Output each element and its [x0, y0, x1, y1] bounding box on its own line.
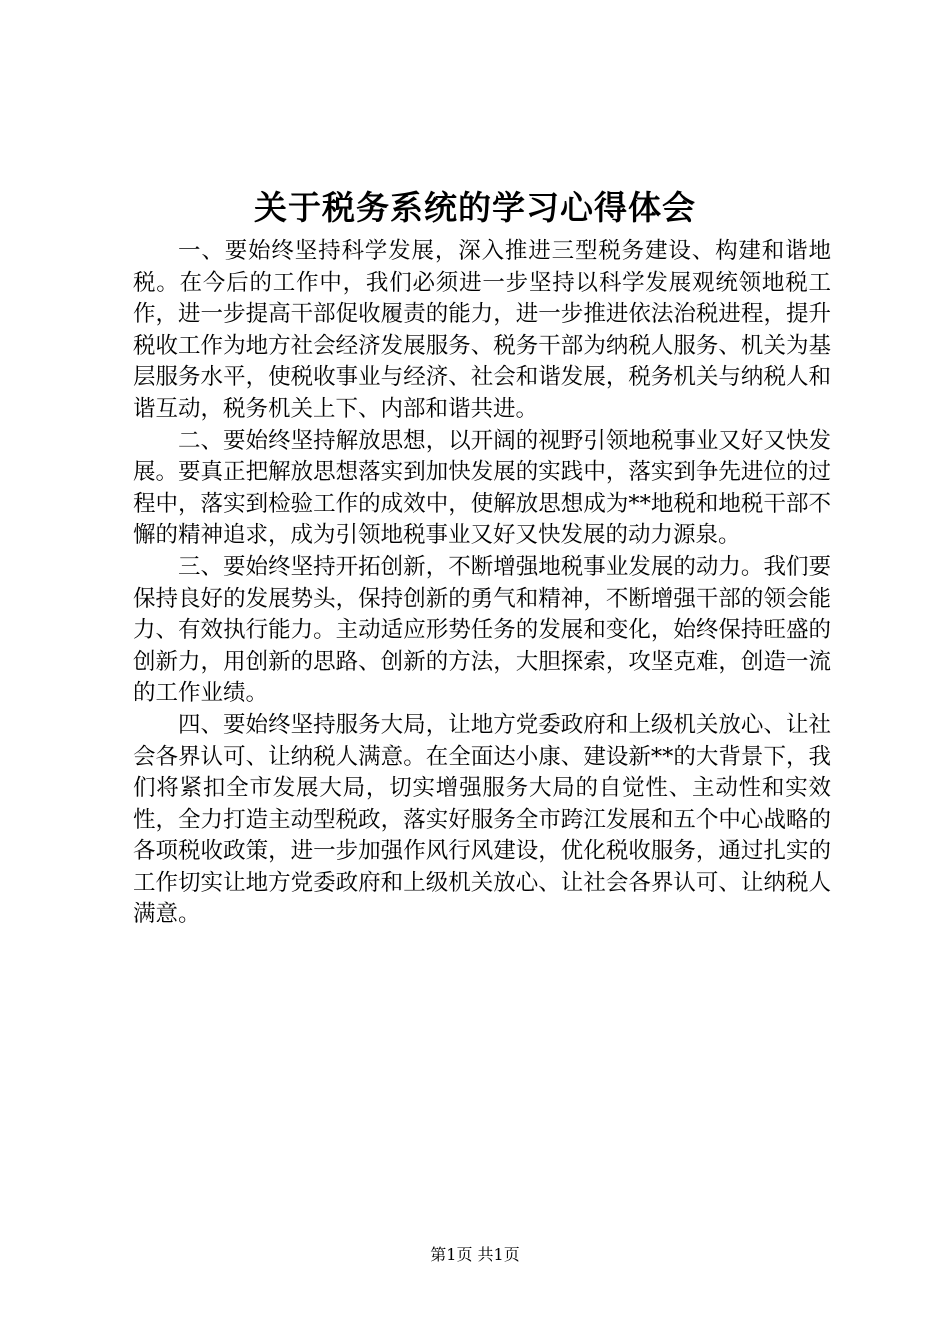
paragraph-3: 三、要始终坚持开拓创新，不断增强地税事业发展的动力。我们要保持良好的发展势头，保持创新的勇气和精神，不断增强干部的领会能力、有效执行能力。主动适应形势任务的发展和变化，始终保持旺盛的创新力，用创新的思路、创新的方法，大胆探索，攻坚克难，创造一流的工作业绩。 [133, 553, 831, 707]
document-body [133, 236, 831, 931]
paragraph-2: 二、要始终坚持解放思想，以开阔的视野引领地税事业又好又快发展。要真正把解放思想落实到加快发展的实践中，落实到争先进位的过程中，落实到检验工作的成效中，使解放思想成为**地税和地税干部不懈的精神追求，成为引领地税事业又好又快发展的动力源泉。 [133, 427, 831, 549]
page-number-footer: 第1页 共1页 [430, 1245, 520, 1264]
document-title: 关于税务系统的学习心得体会 [254, 188, 696, 227]
paragraph-4: 四、要始终坚持服务大局，让地方党委政府和上级机关放心、让社会各界认可、让纳税人满意。在全面达小康、建设新**的大背景下，我们将紧扣全市发展大局，切实增强服务大局的自觉性、主动性和实效性，全力打造主动型税政，落实好服务全市跨江发展和五个中心战略的各项税收政策，进一步加强作风行风建设，优化税收服务，通过扎实的工作切实让地方党委政府和上级机关放心、让社会各界认可、让纳税人满意。 [133, 711, 831, 928]
paragraph-1: 一、要始终坚持科学发展，深入推进三型税务建设、构建和谐地税。在今后的工作中，我们必须进一步坚持以科学发展观统领地税工作，进一步提高干部促收履责的能力，进一步推进依法治税进程，提升税收工作为地方社会经济发展服务、税务干部为纳税人服务、机关为基层服务水平，使税收事业与经济、社会和谐发展，税务机关与纳税人和谐互动，税务机关上下、内部和谐共进。 [133, 238, 831, 422]
